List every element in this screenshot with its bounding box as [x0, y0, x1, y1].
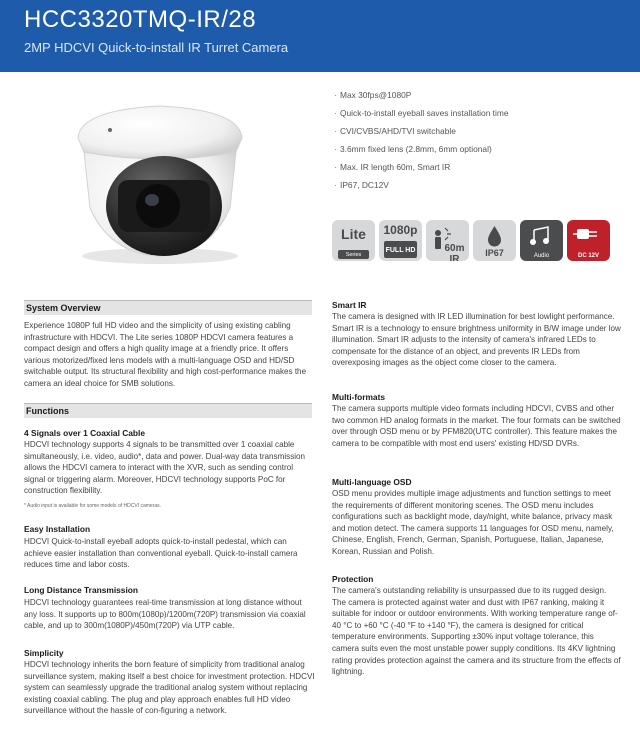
- audio-badge: Audio: [520, 220, 563, 261]
- feature-list: [334, 90, 624, 198]
- coax-title: 4 Signals over 1 Coaxial Cable: [24, 428, 146, 438]
- feature-item: · IP67, DC12V: [334, 180, 624, 191]
- feature-item: · Max 30fps@1080P: [334, 90, 624, 101]
- ip67-badge: IP67: [473, 220, 516, 261]
- badge-row: [332, 220, 610, 261]
- simplicity-title: Simplicity: [24, 648, 64, 658]
- header-banner: [0, 0, 640, 72]
- multi-formats-title: Multi-formats: [332, 392, 386, 402]
- feature-item: · Max. IR length 60m, Smart IR: [334, 162, 624, 173]
- feature-item: · CVI/CVBS/AHD/TVI switchable: [334, 126, 624, 137]
- product-subtitle: 2MP HDCVI Quick-to-install IR Turret Camera: [24, 40, 289, 55]
- long-distance-title: Long Distance Transmission: [24, 585, 139, 595]
- smart-ir-title: Smart IR: [332, 300, 367, 310]
- protection-text: The camera's outstanding reliability is unsurpassed due to its rugged design. The camera is protected against water and dust with IP67 ranking, making it suitable for indoor or outdoor environments. With working temperature range of-40 °C to +60 °C (-40 °F to +140 °F), the camera is designed for critical temperature environments. Supporting ±30% input voltage tolerance, this camera suits even the most unstable power supply conditions. Its 4KV lightning rating provides protection against the camera and its structure from the effects of lightning.: [332, 586, 621, 677]
- multi-language-osd-text: OSD menu provides multiple image adjustments and function settings to meet the requirements of different monitoring scenes. The OSD menu includes configurations such as backlight mode, day/night, white balance, privacy mask and motion detect. The camera supports 11 languages for OSD menu, namely, Chinese, English, French, German, Spanish, Portuguese, Italian, Japanese, Korean, Russian and Polish.: [332, 489, 614, 556]
- feature-item: · Quick-to-install eyeball saves installation time: [334, 108, 624, 119]
- ir-range-badge: 60m IR: [426, 220, 469, 261]
- functions-heading: Functions: [24, 403, 312, 418]
- simplicity-text: HDCVI technology inherits the born feature of simplicity from traditional analog surveillance system, making itself a best choice for investment protection. HDCVI system can seamlessly upgrade the traditional analog system without replacing existing coaxial cabling. The plug and play approach enables full HD video surveillance without the hassle of con-figuring a network.: [24, 660, 315, 716]
- easy-install-title: Easy Installation: [24, 524, 91, 534]
- easy-install-text: HDCVI Quick-to-install eyeball adopts quick-to-install pedestal, which can achieve easier installation than conventional eyeball. Quick-to-install camera reduces time and labor costs.: [24, 537, 298, 570]
- full-hd-badge: 1080p FULL HD: [379, 220, 422, 261]
- camera-image: [60, 88, 260, 268]
- dc12v-badge: DC 12V: [567, 220, 610, 261]
- overview-text: Experience 1080P full HD video and the simplicity of using existing cabling infrastructure with HDCVI. The Lite series 1080P HDCVI camera features a compact design and offers a high quality image at a friendly price. It offers various motorized/fixed lens models with a multi-language OSD and HD/SD switchable output. Its structural flexibility and high cost-performance makes the camera an ideal choice for SMB solutions.: [24, 321, 307, 388]
- smart-ir-text: The camera is designed with IR LED illumination for best lowlight performance. Smart IR is a technology to ensure brightness uniformity in B/W image under low illumination. Smart IR adjusts to the intensity of camera's infrared LEDs to compensate for the distance of an object, and prevents IR LEDs from overexposing images as the object come closer to the camera.: [332, 312, 621, 368]
- multi-language-osd-title: Multi-language OSD: [332, 477, 412, 487]
- protection-title: Protection: [332, 574, 374, 584]
- feature-item: · 3.6mm fixed lens (2.8mm, 6mm optional): [334, 144, 624, 155]
- coax-text: HDCVI technology supports 4 signals to be transmitted over 1 coaxial cable simultaneously, i.e. video, audio*, data and power. Dual-way data transmission allows the HDCVI camera to interact with the XVR, such as sending control signal or triggering alarm. Moreover, HDCVI technology supports PoC for construction flexibility.: [24, 440, 306, 496]
- lite-series-badge: Lite Series: [332, 220, 375, 261]
- system-overview-heading: System Overview: [24, 300, 312, 315]
- long-distance-text: HDCVI technology guarantees real-time transmission at long distance without any loss. It supports up to 800m(1080p)/1200m(720P) transmission via coaxial cable, and up to 300m(1080P)/450m(720P) via UTP cable.: [24, 598, 306, 631]
- multi-formats-text: The camera supports multiple video formats including HDCVI, CVBS and other two common HD analog formats in the market. The four formats can be switched over through OSD menu or by PFM820(UTC controller). This feature makes the camera to be compatible with most end users' existing HD/SD DVRs.: [332, 404, 621, 448]
- product-title: HCC3320TMQ-IR/28: [24, 6, 257, 33]
- audio-footnote: * Audio input is available for some models of HDCVI cameras.: [24, 503, 162, 509]
